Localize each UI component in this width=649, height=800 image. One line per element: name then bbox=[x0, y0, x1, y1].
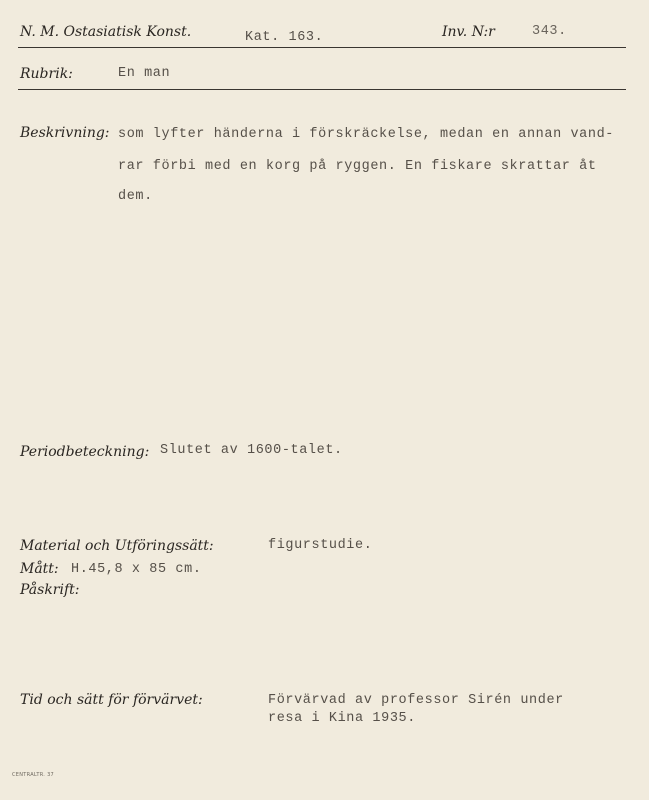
beskrivning-line-3: dem. bbox=[118, 189, 153, 204]
period-label: Periodbeteckning: bbox=[20, 444, 150, 460]
paskrift-label: Påskrift: bbox=[20, 582, 80, 598]
header-rule bbox=[18, 47, 626, 48]
beskrivning-line-2: rar förbi med en korg på ryggen. En fiskare skrattar åt bbox=[118, 159, 597, 174]
inventory-label: Inv. N:r bbox=[442, 24, 495, 40]
material-label: Material och Utföringssätt: bbox=[20, 538, 214, 554]
rubrik-rule bbox=[18, 89, 626, 90]
matt-value: H.45,8 x 85 cm. bbox=[71, 562, 202, 577]
beskrivning-label: Beskrivning: bbox=[20, 125, 110, 141]
forvarv-label: Tid och sätt för förvärvet: bbox=[20, 692, 203, 708]
rubrik-label: Rubrik: bbox=[20, 66, 73, 82]
museum-name: N. M. Ostasiatisk Konst. bbox=[20, 24, 192, 40]
catalog-number: Kat. 163. bbox=[245, 30, 324, 45]
inventory-number: 343. bbox=[532, 24, 567, 39]
forvarv-line-2: resa i Kina 1935. bbox=[268, 711, 416, 726]
beskrivning-line-1: som lyfter händerna i förskräckelse, medan en annan vand- bbox=[118, 127, 614, 142]
matt-label: Mått: bbox=[20, 561, 59, 577]
forvarv-line-1: Förvärvad av professor Sirén under bbox=[268, 693, 564, 708]
printer-mark: CENTRALTR. 37 bbox=[12, 772, 55, 778]
material-value: figurstudie. bbox=[268, 538, 373, 553]
rubrik-value: En man bbox=[118, 66, 171, 81]
period-value: Slutet av 1600-talet. bbox=[160, 443, 343, 458]
